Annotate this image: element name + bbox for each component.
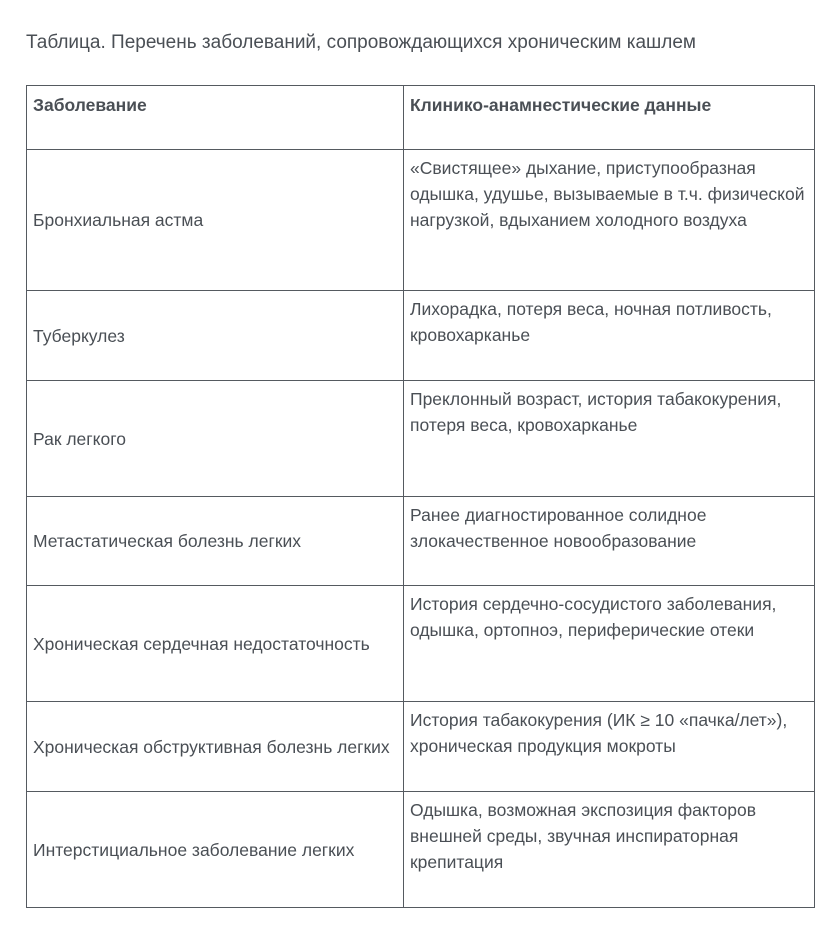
disease-cell: Бронхиальная астма [27, 150, 404, 291]
disease-cell: Интерстициальное заболевание легких [27, 792, 404, 908]
clinical-data-cell: История табакокурения (ИК ≥ 10 «пачка/лет»), хроническая продукция мокроты [404, 702, 815, 792]
table-header-row [27, 86, 815, 150]
header-disease: Заболевание [27, 86, 404, 150]
disease-cell: Хроническая сердечная недостаточность [27, 586, 404, 702]
disease-cell: Хроническая обструктивная болезнь легких [27, 702, 404, 792]
clinical-data-cell: История сердечно-сосудистого заболевания, одышка, ортопноэ, периферические отеки [404, 586, 815, 702]
table-row [27, 702, 815, 792]
disease-table [26, 85, 815, 908]
clinical-data-cell: Одышка, возможная экспозиция факторов внешней среды, звучная инспираторная крепитация [404, 792, 815, 908]
table-row [27, 381, 815, 497]
table-caption: Таблица. Перечень заболеваний, сопровождающихся хроническим кашлем [26, 32, 696, 53]
table-row [27, 150, 815, 291]
disease-cell: Рак легкого [27, 381, 404, 497]
disease-cell: Метастатическая болезнь легких [27, 497, 404, 586]
table-row [27, 291, 815, 381]
clinical-data-cell: «Свистящее» дыхание, приступообразная одышка, удушье, вызываемые в т.ч. физической нагрузкой, вдыханием холодного воздуха [404, 150, 815, 291]
table-row [27, 792, 815, 908]
header-clinical-data: Клинико-анамнестические данные [404, 86, 815, 150]
clinical-data-cell: Лихорадка, потеря веса, ночная потливость, кровохарканье [404, 291, 815, 381]
clinical-data-cell: Ранее диагностированное солидное злокачественное новообразование [404, 497, 815, 586]
disease-cell: Туберкулез [27, 291, 404, 381]
clinical-data-cell: Преклонный возраст, история табакокурения, потеря веса, кровохарканье [404, 381, 815, 497]
table-row [27, 497, 815, 586]
table-row [27, 586, 815, 702]
